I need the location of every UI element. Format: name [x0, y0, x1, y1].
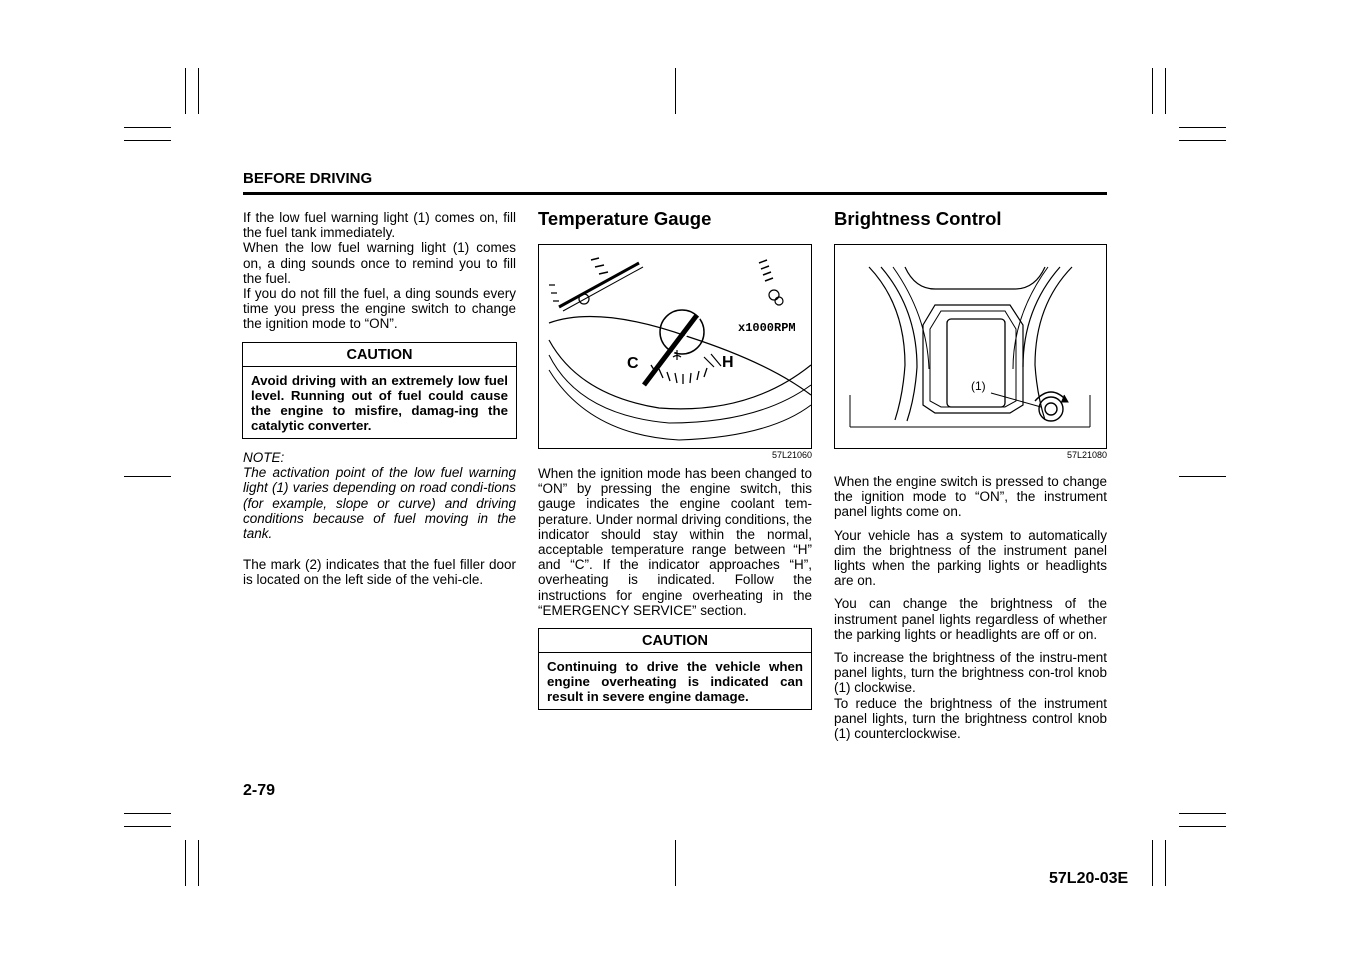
paragraph: When the engine switch is pressed to change the ignition mode to “ON”, the instrument panel lights come on. [834, 474, 1107, 520]
brightness-control-illustration [835, 245, 1106, 448]
temperature-gauge-text [538, 466, 812, 618]
note-text: The activation point of the low fuel warning light (1) varies depending on road condi-tions (for example, slope or curve) and driving conditions because of fuel moving in the tank. [243, 465, 516, 542]
header-rule [243, 192, 1107, 195]
page-number: 2-79 [243, 782, 276, 799]
column-1 [243, 210, 516, 332]
figure-code: 57L21060 [771, 450, 812, 460]
brightness-control-text [834, 474, 1107, 741]
paragraph: To increase the brightness of the instru-ment panel lights, turn the brightness con-trol knob (1) clockwise. [834, 650, 1107, 696]
heading-temperature-gauge: Temperature Gauge [538, 208, 712, 229]
temperature-gauge-illustration [539, 245, 811, 448]
hot-label: H [722, 354, 734, 371]
caution-title: CAUTION [539, 629, 811, 653]
paragraph: To reduce the brightness of the instrument panel lights, turn the brightness control knob (1) counterclockwise. [834, 695, 1107, 742]
rpm-label: x1000RPM [738, 321, 796, 335]
caution-box-fuel [242, 342, 517, 439]
paragraph: When the ignition mode has been changed to “ON” by pressing the engine switch, this gauge indicates the engine coolant tem-perature. Under normal driving conditions, the indicator should stay within the normal, acceptable temperature range between “H” and “C”. If the indicator approaches “H”, overheating is indicated. Follow the instructions for engine overheating in the “EMERGENCY SERVICE” section. [538, 466, 812, 618]
knob-callout: (1) [971, 379, 986, 393]
caution-text: Continuing to drive the vehicle when engine overheating is indicated can result in severe engine damage. [547, 659, 803, 704]
paragraph: If you do not fill the fuel, a ding sounds every time you press the engine switch to change the ignition mode to “ON”. [243, 286, 516, 332]
document-code: 57L20-03E [1049, 870, 1129, 887]
caution-text: Avoid driving with an extremely low fuel level. Running out of fuel could cause the engine to misfire, damag-ing the catalytic converter. [251, 373, 508, 433]
paragraph: You can change the brightness of the instrument panel lights regardless of whether the parking lights or headlights are off or on. [834, 596, 1107, 642]
fuel-filler-note [243, 557, 516, 587]
paragraph: When the low fuel warning light (1) comes on, a ding sounds once to remind you to fill the fuel. [243, 240, 516, 286]
paragraph: If the low fuel warning light (1) comes on, fill the fuel tank immediately. [243, 210, 516, 241]
note-label: NOTE: [243, 450, 285, 465]
heading-brightness-control: Brightness Control [834, 208, 1002, 229]
brightness-control-figure [834, 244, 1107, 449]
section-title: BEFORE DRIVING [243, 170, 373, 187]
note-block [243, 450, 516, 541]
paragraph: The mark (2) indicates that the fuel filler door is located on the left side of the vehi-cle. [243, 557, 516, 588]
paragraph: Your vehicle has a system to automatically dim the brightness of the instrument panel lights when the parking lights or headlights are on. [834, 527, 1107, 589]
temperature-gauge-figure [538, 244, 812, 449]
caution-title: CAUTION [243, 343, 516, 367]
cold-label: C [627, 355, 639, 372]
caution-box-overheating [538, 628, 812, 710]
figure-code: 57L21080 [1066, 450, 1107, 460]
